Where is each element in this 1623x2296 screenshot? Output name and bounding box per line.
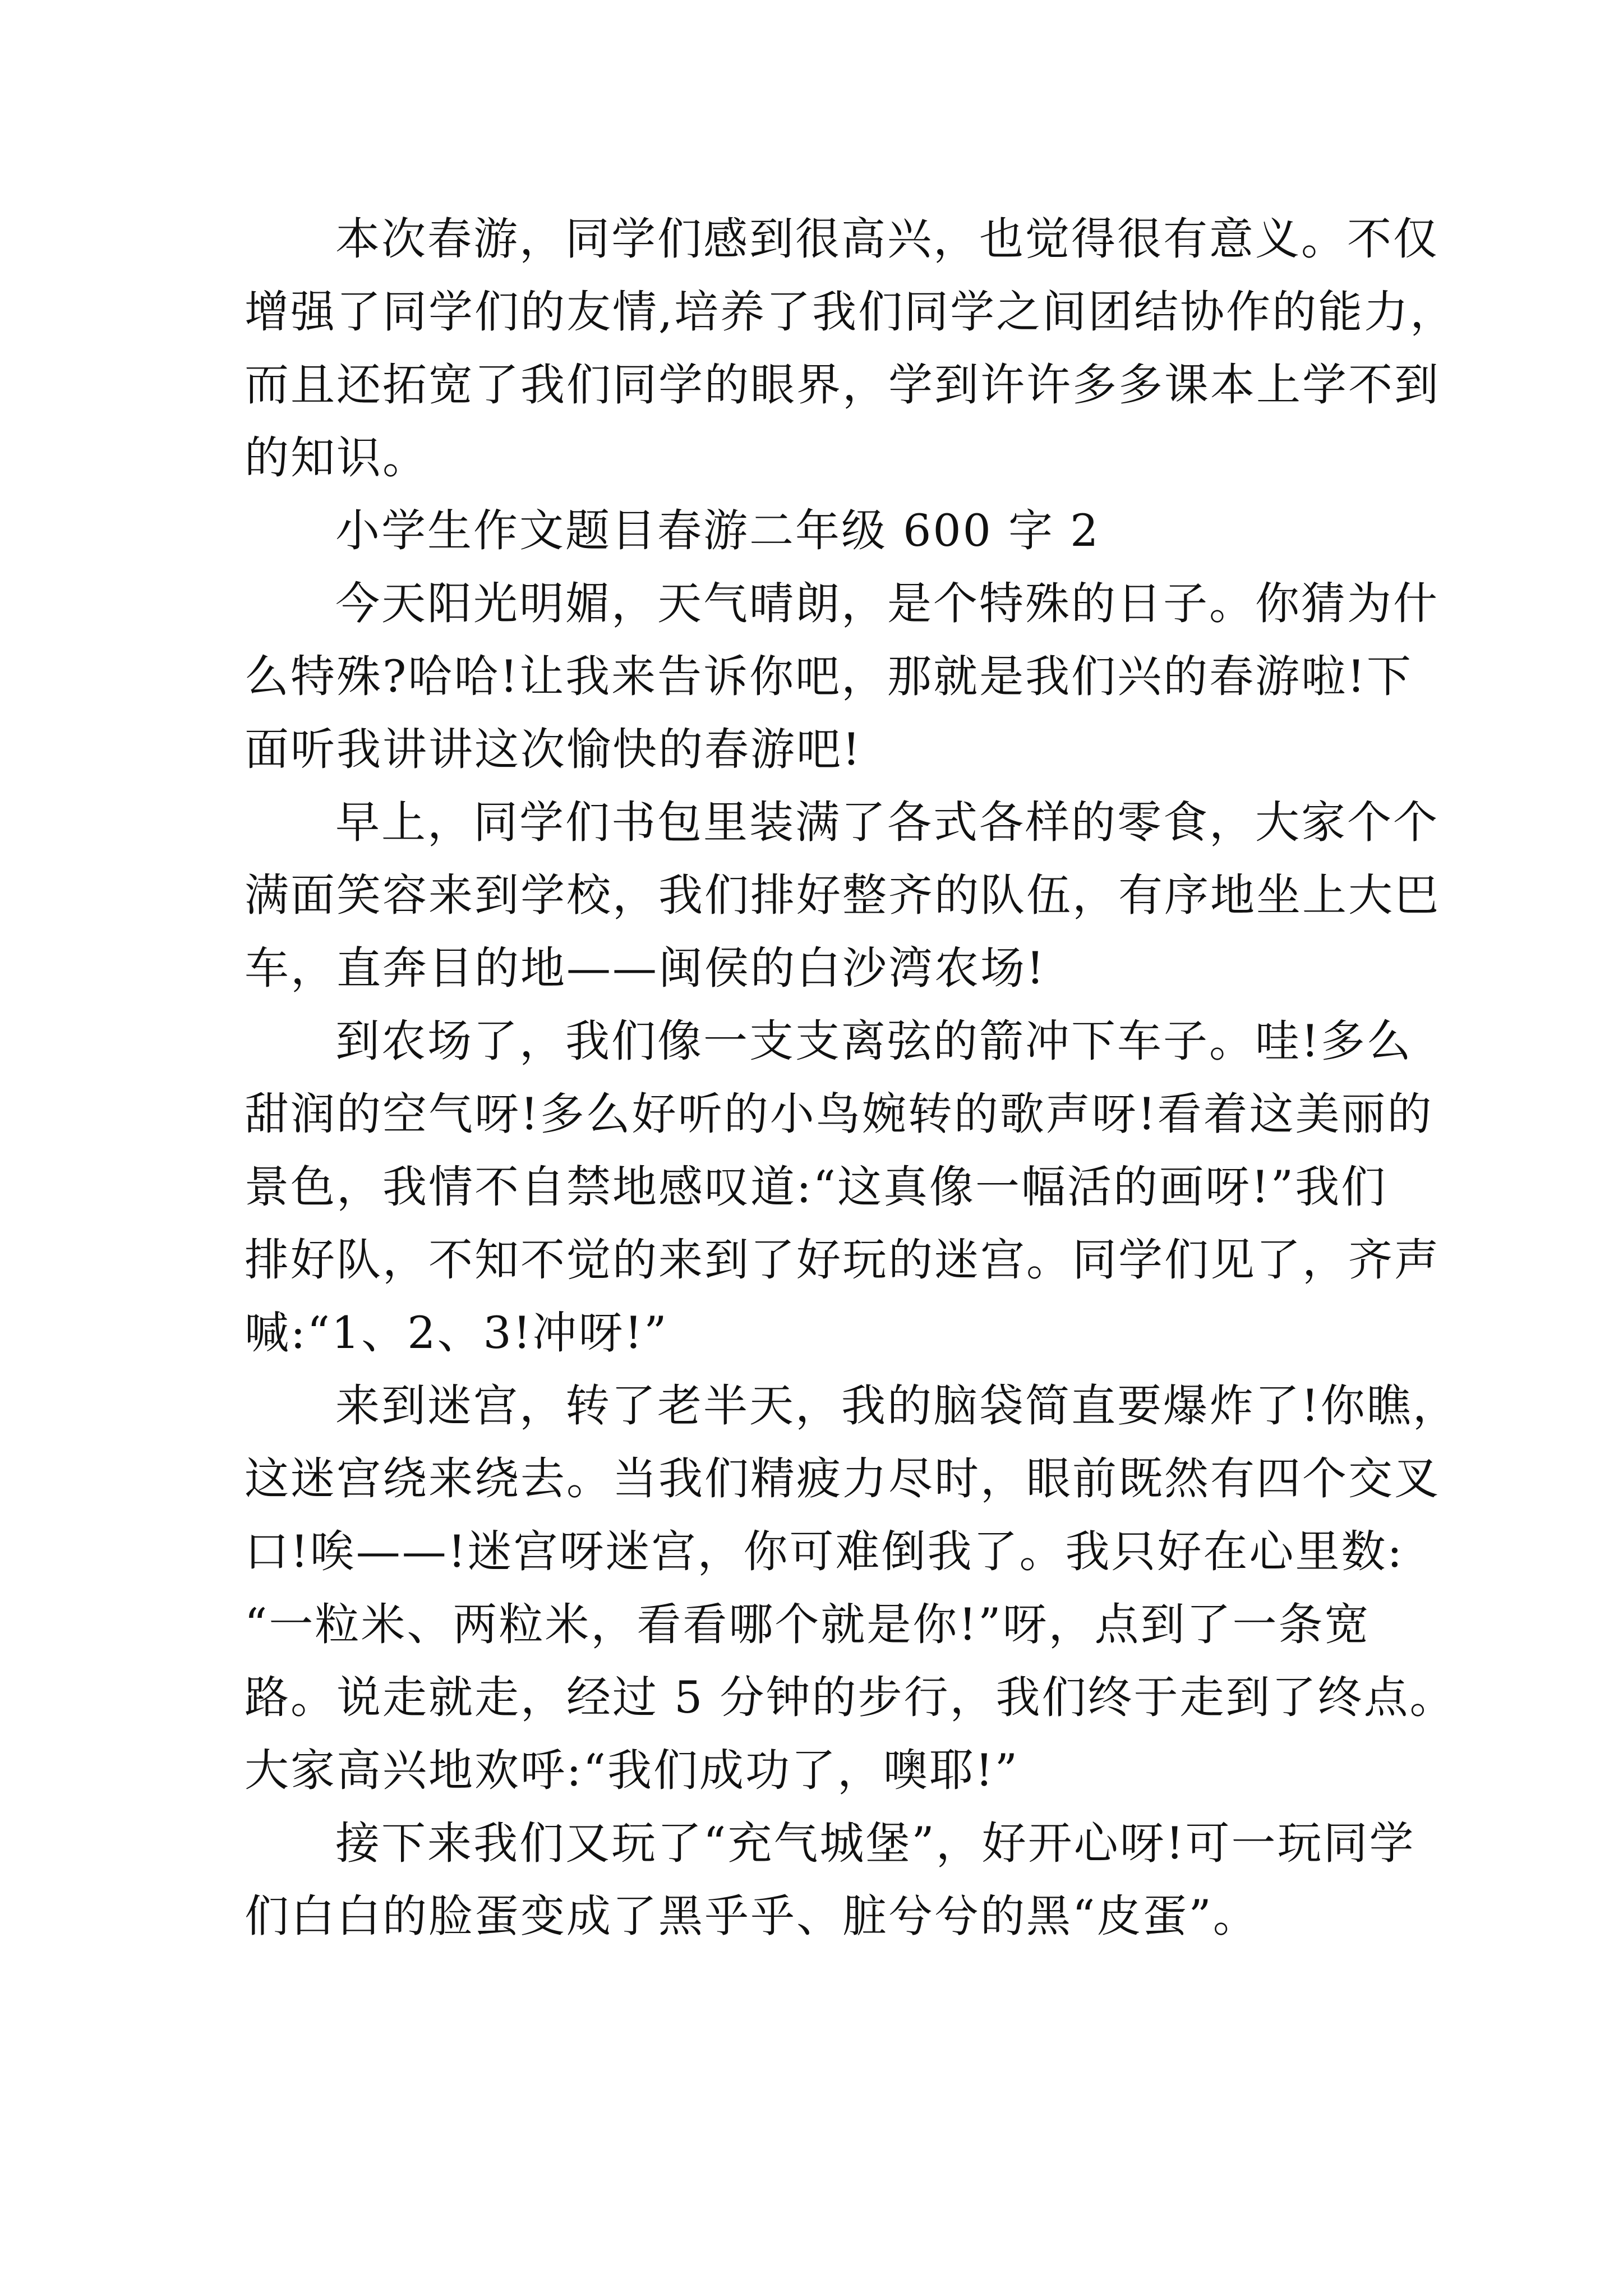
text-line: 早上，同学们书包里装满了各式各样的零食，大家个个 xyxy=(335,797,1439,848)
text-line: 路。说走就走，经过 5 分钟的步行，我们终于走到了终点。 xyxy=(245,1672,1456,1723)
text-line: 本次春游，同学们感到很高兴，也觉得很有意义。不仅 xyxy=(335,213,1439,265)
text-line: 接下来我们又玩了“充气城堡”，好开心呀!可一玩同学 xyxy=(335,1818,1415,1869)
section-heading: 小学生作文题目春游二年级 600 字 2 xyxy=(335,505,1100,556)
text-line: 而且还拓宽了我们同学的眼界，学到许许多多课本上学不到 xyxy=(245,359,1440,411)
text-line: 么特殊?哈哈!让我来告诉你吧，那就是我们兴的春游啦!下 xyxy=(245,651,1413,702)
text-line: 这迷宫绕来绕去。当我们精疲力尽时，眼前既然有四个交叉 xyxy=(245,1453,1440,1504)
text-line: 口!唉——!迷宫呀迷宫，你可难倒我了。我只好在心里数: xyxy=(245,1526,1404,1577)
text-line: 甜润的空气呀!多么好听的小鸟婉转的歌声呀!看着这美丽的 xyxy=(245,1088,1433,1140)
text-line: 大家高兴地欢呼:“我们成功了，噢耶!” xyxy=(245,1745,1020,1796)
text-line: 增强了同学们的友情,培养了我们同学之间团结协作的能力， xyxy=(245,286,1456,338)
text-line: 今天阳光明媚，天气晴朗，是个特殊的日子。你猜为什 xyxy=(335,578,1439,629)
text-line: “一粒米、两粒米，看看哪个就是你!”呀，点到了一条宽 xyxy=(245,1599,1371,1650)
text-line: 的知识。 xyxy=(245,432,428,484)
text-line: 们白白的脸蛋变成了黑乎乎、脏兮兮的黑“皮蛋”。 xyxy=(245,1890,1259,1942)
text-line: 满面笑容来到学校，我们排好整齐的队伍，有序地坐上大巴 xyxy=(245,869,1440,921)
text-line: 车，直奔目的地——闽侯的白沙湾农场! xyxy=(245,942,1046,994)
text-line: 排好队，不知不觉的来到了好玩的迷宫。同学们见了，齐声 xyxy=(245,1234,1440,1286)
text-line: 来到迷宫，转了老半天，我的脑袋简直要爆炸了!你瞧， xyxy=(335,1380,1459,1432)
text-line: 到农场了，我们像一支支离弦的箭冲下车子。哇!多么 xyxy=(335,1015,1413,1067)
text-line: 面听我讲讲这次愉快的春游吧! xyxy=(245,724,862,775)
text-line: 喊:“1、2、3!冲呀!” xyxy=(245,1307,668,1359)
text-line: 景色，我情不自禁地感叹道:“这真像一幅活的画呀!”我们 xyxy=(245,1161,1387,1213)
